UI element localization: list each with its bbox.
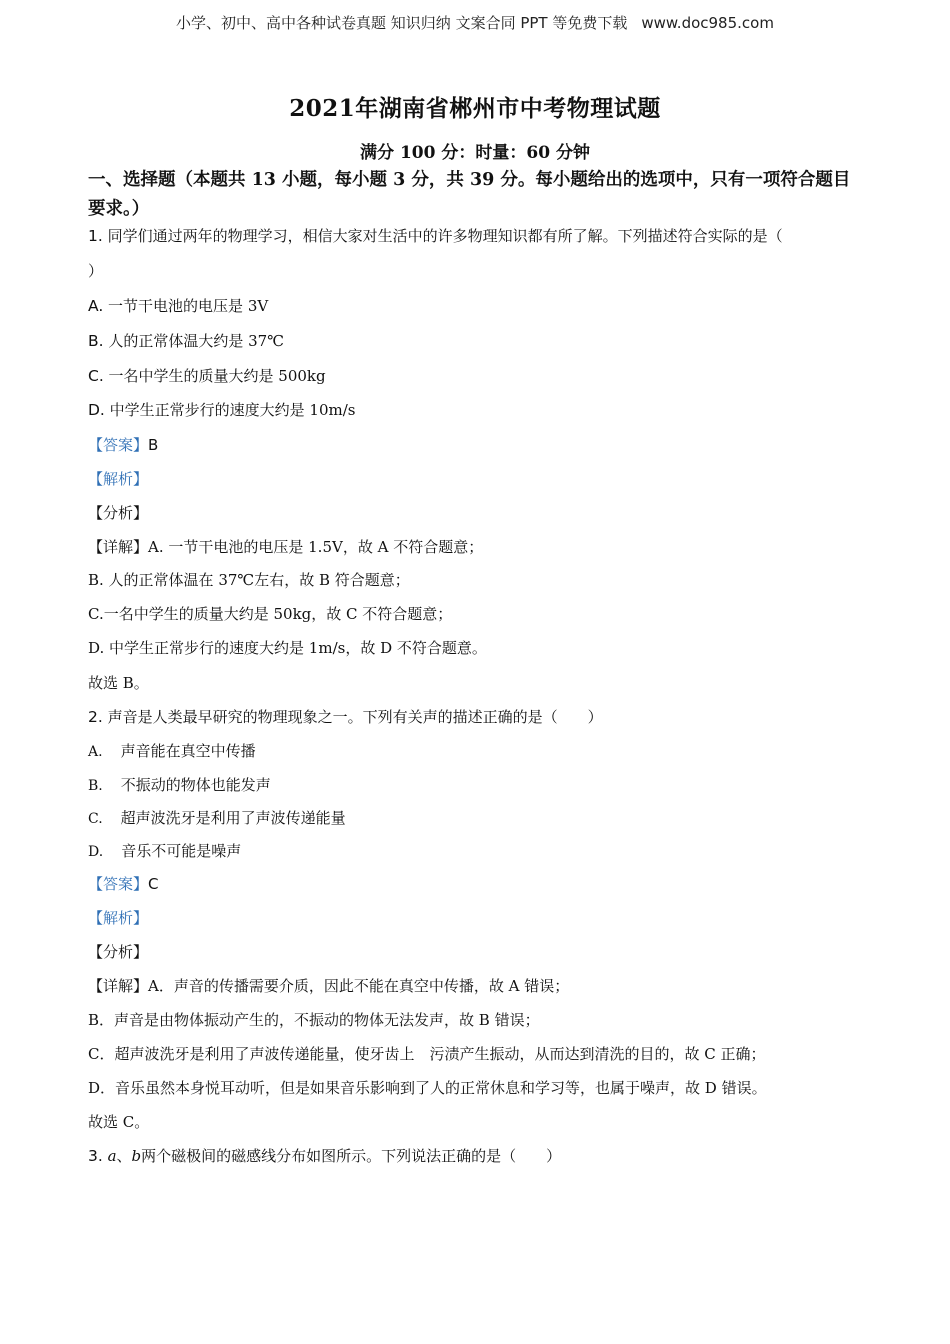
q2-number: 2. (88, 708, 103, 726)
q2-analysis-label: 【解析】 (88, 909, 149, 927)
q2-option-a-letter: A. (88, 744, 103, 760)
q1-conclusion: 故选 B。 (88, 674, 149, 692)
q3-stem (88, 1145, 561, 1166)
q1-detail-c: C.一名中学生的质量大约是 50kg，故 C 不符合题意； (88, 605, 453, 623)
section-heading: 一、选择题（本题共 13 小题，每小题 3 分，共 39 分。每小题给出的选项中，只有一项符合题目要求。） (88, 170, 851, 219)
q2-answer-label: 【答案】 (88, 875, 149, 893)
q3-var-b: b (131, 1147, 142, 1165)
header-site-link[interactable]: www.doc985.com (641, 14, 774, 32)
q2-stem (88, 706, 603, 727)
q2-option-c-letter: C. (88, 811, 103, 827)
q1-fenxi-label: 【分析】 (88, 504, 149, 522)
q3-stem-text: 两个磁极间的磁感线分布如图所示。下列说法正确的是（ ） (141, 1147, 562, 1165)
q2-option-c-text: 超声波洗牙是利用了声波传递能量 (120, 809, 346, 827)
q1-analysis-label: 【解析】 (88, 470, 149, 488)
q1-number: 1. (88, 227, 103, 245)
q3-number: 3. (88, 1147, 103, 1165)
q1-option-b-letter: B. (88, 332, 104, 350)
q3-separator: 、 (116, 1147, 132, 1165)
q1-stem-end: ） (88, 262, 104, 280)
q2-option-d-letter: D. (88, 844, 104, 860)
q2-option-b (88, 774, 271, 795)
q1-option-c-text: 一名中学生的质量大约是 500kg (108, 367, 326, 385)
q1-option-a (88, 295, 268, 316)
page-header (0, 12, 950, 33)
q1-option-d-letter: D. (88, 401, 105, 419)
q2-stem-text: 声音是人类最早研究的物理现象之一。下列有关声的描述正确的是（ ） (107, 708, 603, 726)
q2-conclusion: 故选 C。 (88, 1113, 150, 1131)
q2-option-a-text: 声音能在真空中传播 (120, 742, 256, 760)
q2-option-d (88, 840, 241, 861)
q2-fenxi-label: 【分析】 (88, 943, 149, 961)
q1-stem (88, 225, 783, 246)
q2-detail-d: D．音乐虽然本身悦耳动听，但是如果音乐影响到了人的正常休息和学习等，也属于噪声，故 D 错误。 (88, 1079, 767, 1097)
q2-detail-c: C．超声波洗牙是利用了声波传递能量，使牙齿上 污渍产生振动，从而达到清洗的目的，故 C 正确； (88, 1045, 766, 1063)
q1-option-c (88, 365, 326, 386)
q1-option-d (88, 399, 356, 420)
q1-option-b (88, 330, 284, 351)
q1-stem-text: 同学们通过两年的物理学习，相信大家对生活中的许多物理知识都有所了解。下列描述符合实际的是（ (107, 227, 783, 245)
q1-option-a-text: 一节干电池的电压是 3V (108, 297, 269, 315)
q1-detail-a: 【详解】A. 一节干电池的电压是 1.5V，故 A 不符合题意； (88, 538, 484, 556)
document-subtitle: 满分 100 分：时量：60 分钟 (360, 143, 590, 163)
q2-answer (88, 873, 159, 894)
q2-answer-value: C (148, 875, 159, 893)
q1-option-b-text: 人的正常体温大约是 37℃ (108, 332, 284, 350)
q1-answer (88, 434, 158, 455)
q1-answer-value: B (148, 436, 159, 454)
q2-option-b-letter: B. (88, 778, 103, 794)
q1-answer-label: 【答案】 (88, 436, 149, 454)
document-title: 2021年湖南省郴州市中考物理试题 (289, 95, 661, 122)
q2-option-a (88, 740, 256, 761)
q1-detail-b: B. 人的正常体温在 37℃左右，故 B 符合题意； (88, 571, 410, 589)
q1-option-a-letter: A. (88, 297, 104, 315)
q2-detail-a: 【详解】A．声音的传播需要介质，因此不能在真空中传播，故 A 错误； (88, 977, 570, 995)
q1-option-d-text: 中学生正常步行的速度大约是 10m/s (109, 401, 356, 419)
q2-detail-b: B．声音是由物体振动产生的，不振动的物体无法发声，故 B 错误； (88, 1011, 540, 1029)
q2-option-b-text: 不振动的物体也能发声 (120, 776, 271, 794)
header-text: 小学、初中、高中各种试卷真题 知识归纳 文案合同 PPT 等免费下载 (176, 14, 628, 32)
q2-option-d-text: 音乐不可能是噪声 (121, 842, 242, 860)
q1-detail-d: D. 中学生正常步行的速度大约是 1m/s，故 D 不符合题意。 (88, 639, 487, 657)
q3-var-a: a (107, 1147, 117, 1165)
q2-option-c (88, 807, 346, 828)
q1-option-c-letter: C. (88, 367, 104, 385)
